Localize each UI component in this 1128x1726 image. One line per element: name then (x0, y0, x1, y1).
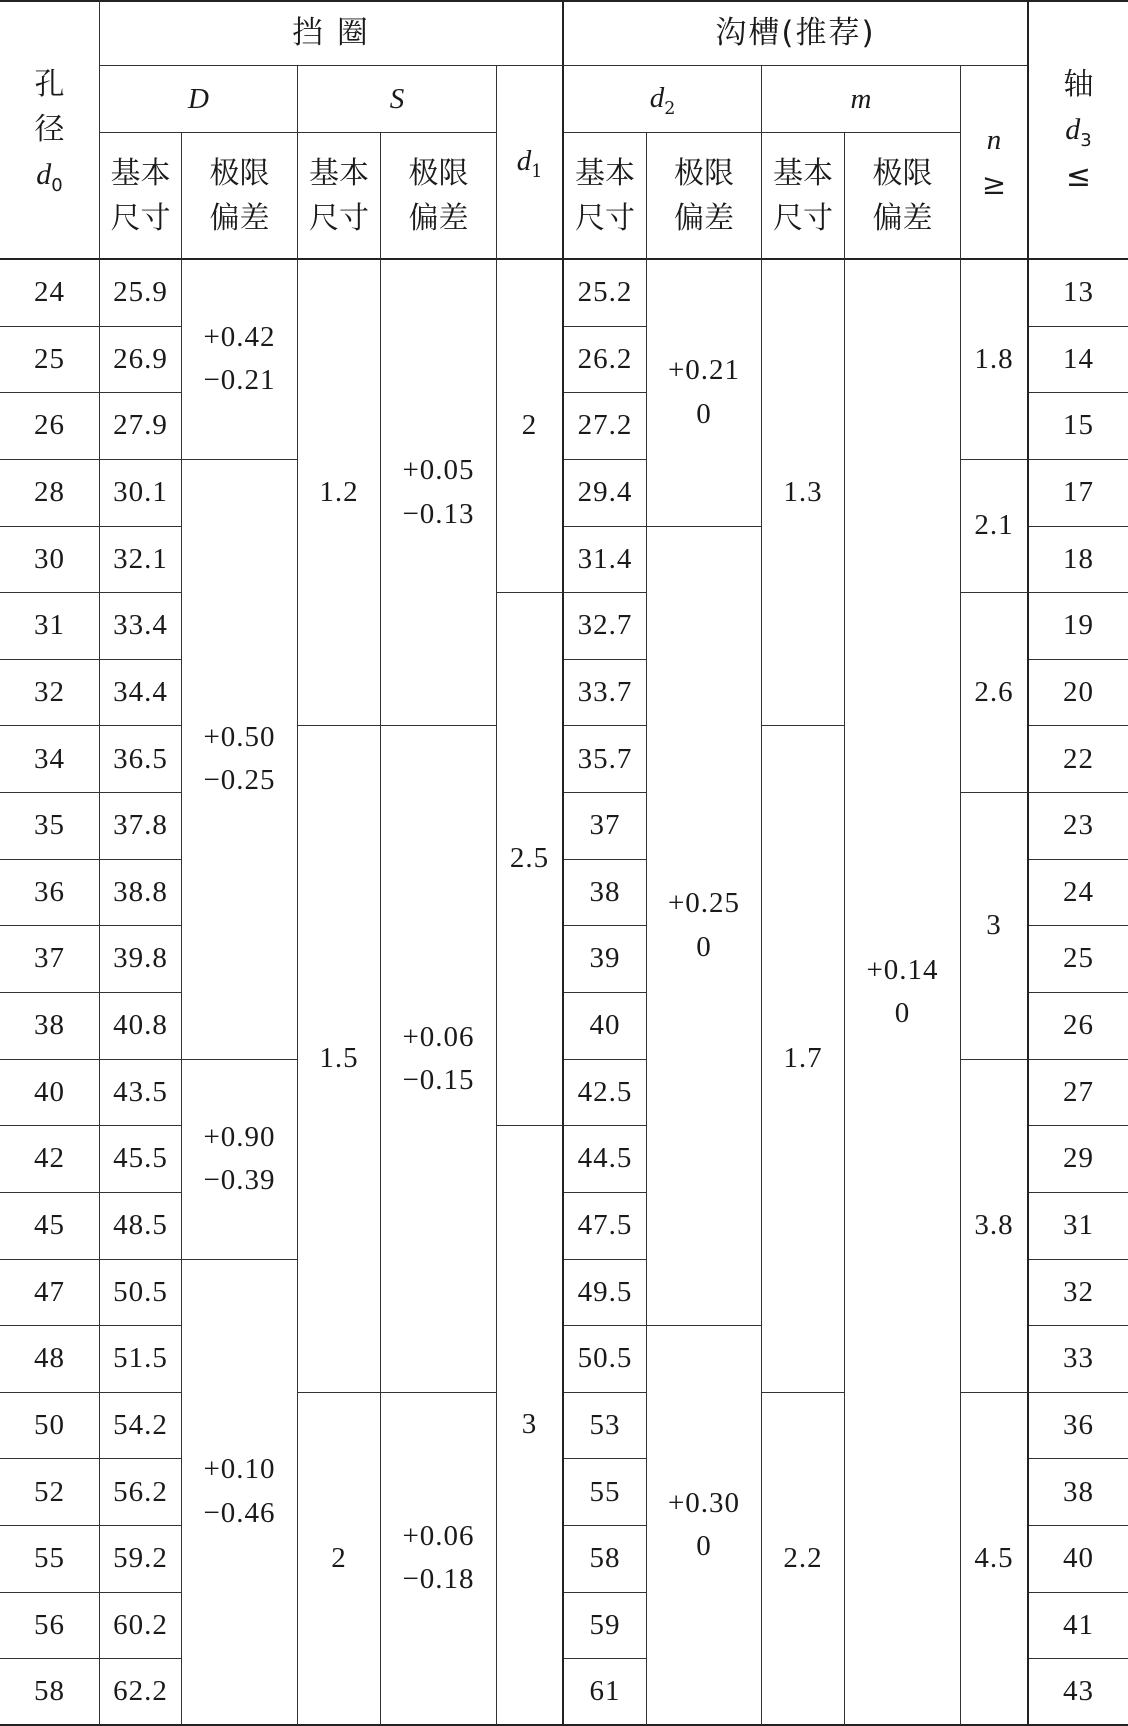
table-cell-S-deviation-text: +0.06 −0.18 (402, 1519, 475, 1596)
table-cell-d1-text: 2.5 (509, 842, 550, 875)
header-D-symbol (188, 77, 209, 122)
header-D (100, 66, 298, 133)
symbol-letter: d (649, 82, 665, 115)
table-cell-D-basic (100, 793, 182, 860)
table-cell-d1 (497, 593, 564, 1126)
table-cell-n (961, 1060, 1029, 1393)
header-d1 (497, 66, 564, 260)
table-cell-d3-text: 17 (1063, 475, 1094, 508)
table-cell-d0 (0, 1326, 100, 1393)
table-cell-D-basic-text: 50.5 (113, 1275, 168, 1308)
header-S-basic-text: 基本 尺寸 (309, 155, 369, 236)
symbol-letter: S (389, 82, 405, 115)
table-cell-n-text: 1.8 (974, 342, 1014, 375)
table-cell-d2-basic-text: 42.5 (577, 1075, 633, 1108)
table-cell-d0-text: 47 (34, 1275, 65, 1308)
table-cell-d3-text: 27 (1063, 1075, 1094, 1108)
header-hole-text: 孔 径 (34, 66, 65, 147)
header-hole-diameter (0, 0, 100, 260)
header-shaft-label (1064, 62, 1094, 199)
header-d2-deviation-text: 极限 偏差 (674, 155, 734, 236)
table-cell-d0-text: 55 (34, 1542, 65, 1575)
table-cell-D-basic-text: 60.2 (113, 1608, 168, 1641)
header-d2-basic (564, 133, 647, 260)
table-cell-d2-basic (564, 1526, 647, 1593)
header-d2-basic-text: 基本 尺寸 (575, 155, 635, 236)
table-cell-n (961, 793, 1029, 1060)
table-cell-d2-basic-text: 27.2 (577, 409, 633, 442)
table-cell-D-basic-text: 36.5 (113, 742, 168, 775)
table-cell-S-deviation (381, 1393, 497, 1726)
table-cell-d2-basic-text: 35.7 (577, 742, 633, 775)
table-cell-d2-basic (564, 593, 647, 660)
table-cell-D-basic (100, 260, 182, 327)
table-cell-d3 (1029, 726, 1128, 793)
table-cell-d3-text: 29 (1063, 1142, 1094, 1175)
table-cell-n-text: 3.8 (974, 1208, 1014, 1241)
table-cell-d2-basic (564, 1659, 647, 1726)
table-cell-D-deviation-text: +0.90 −0.39 (203, 1120, 276, 1197)
table-cell-d3-text: 20 (1063, 675, 1094, 708)
table-cell-D-basic-text: 30.1 (113, 475, 168, 508)
table-cell-d3 (1029, 1193, 1128, 1260)
table-cell-d0 (0, 593, 100, 660)
table-cell-d0 (0, 1060, 100, 1127)
table-cell-m-deviation (845, 260, 961, 1726)
symbol-subscript: 2 (664, 98, 676, 119)
table-cell-d2-basic (564, 527, 647, 594)
table-cell-d3-text: 14 (1063, 342, 1094, 375)
table-cell-S-deviation-text: +0.06 −0.15 (402, 1020, 475, 1097)
header-groove (564, 0, 1029, 66)
table-cell-d0 (0, 393, 100, 460)
table-cell-d3-text: 43 (1063, 1674, 1094, 1707)
table-cell-S-deviation (381, 260, 497, 726)
table-cell-d0 (0, 1659, 100, 1726)
table-cell-m-basic (762, 1393, 845, 1726)
table-cell-n-text: 2.6 (974, 675, 1014, 708)
table-cell-D-basic-text: 48.5 (113, 1208, 168, 1241)
table-cell-d2-basic-text: 32.7 (577, 609, 633, 642)
table-cell-d0 (0, 926, 100, 993)
table-cell-d3 (1029, 1126, 1128, 1193)
table-cell-d3-text: 33 (1063, 1342, 1094, 1375)
table-cell-d2-basic (564, 726, 647, 793)
table-cell-D-basic-text: 37.8 (113, 809, 168, 842)
symbol-subscript: 3 (1080, 129, 1092, 151)
table-cell-d0 (0, 860, 100, 927)
table-cell-d3 (1029, 527, 1128, 594)
table-cell-d2-basic-text: 40 (589, 1009, 621, 1042)
table-cell-n-text: 2.1 (974, 509, 1014, 542)
table-cell-d3-text: 31 (1063, 1208, 1094, 1241)
header-D-deviation (182, 133, 298, 260)
table-cell-D-deviation-text: +0.42 −0.21 (203, 320, 276, 397)
table-cell-d3 (1029, 460, 1128, 527)
table-cell-d0-text: 50 (34, 1408, 65, 1441)
table-cell-D-basic-text: 38.8 (113, 875, 168, 908)
symbol-letter: d (36, 157, 52, 191)
table-cell-d0 (0, 1393, 100, 1460)
table-cell-d3 (1029, 1326, 1128, 1393)
table-cell-d0 (0, 1459, 100, 1526)
table-cell-d2-basic-text: 29.4 (577, 475, 633, 508)
table-cell-d0 (0, 1193, 100, 1260)
header-D-deviation-text: 极限 偏差 (209, 155, 270, 236)
table-cell-d0-text: 26 (34, 409, 65, 442)
table-cell-d0 (0, 1526, 100, 1593)
table-cell-S-basic (298, 726, 381, 1392)
table-cell-d2-basic-text: 53 (589, 1408, 621, 1441)
header-S-symbol (390, 77, 405, 122)
table-cell-d3-text: 36 (1063, 1408, 1094, 1441)
table-cell-D-basic (100, 1126, 182, 1193)
table-cell-d2-basic-text: 61 (589, 1674, 621, 1707)
header-d2 (564, 66, 762, 133)
table-cell-d1 (497, 260, 564, 593)
header-hole-label (35, 62, 65, 199)
table-cell-D-basic-text: 25.9 (113, 276, 168, 309)
table-cell-D-basic (100, 527, 182, 594)
table-cell-d2-deviation (647, 1326, 762, 1726)
header-m-symbol (851, 77, 872, 122)
table-cell-d0-text: 30 (34, 542, 65, 575)
table-cell-d3 (1029, 793, 1128, 860)
table-cell-d3 (1029, 260, 1128, 327)
table-cell-d0 (0, 660, 100, 727)
header-d1-symbol (517, 139, 543, 185)
table-cell-D-basic-text: 56.2 (113, 1475, 168, 1508)
table-cell-d3 (1029, 327, 1128, 394)
header-m-basic-text: 基本 尺寸 (773, 155, 833, 236)
table-cell-d2-basic (564, 393, 647, 460)
table-cell-D-basic (100, 1060, 182, 1127)
symbol-letter: n (986, 124, 1002, 156)
table-cell-d0-text: 24 (34, 276, 65, 309)
table-cell-d2-basic-text: 25.2 (577, 276, 633, 309)
table-cell-d0 (0, 260, 100, 327)
table-cell-S-deviation-text: +0.05 −0.13 (402, 454, 475, 530)
table-cell-D-basic-text: 33.4 (113, 609, 168, 642)
table-cell-d3 (1029, 1459, 1128, 1526)
table-cell-d2-basic (564, 993, 647, 1060)
table-cell-d2-basic (564, 793, 647, 860)
header-d2-deviation (647, 133, 762, 260)
table-cell-d3-text: 38 (1063, 1475, 1094, 1508)
table-cell-d0-text: 52 (34, 1475, 65, 1508)
comparison-sign: ≤ (1065, 158, 1092, 194)
table-cell-D-basic-text: 51.5 (113, 1342, 168, 1375)
table-cell-d0 (0, 1593, 100, 1660)
comparison-sign: ≥ (981, 166, 1007, 201)
table-cell-D-basic (100, 860, 182, 927)
table-cell-D-basic (100, 660, 182, 727)
table-cell-d2-basic-text: 39 (589, 942, 621, 975)
table-cell-D-deviation (182, 1260, 298, 1726)
table-cell-d2-basic-text: 44.5 (577, 1142, 633, 1175)
table-cell-d0-text: 45 (34, 1208, 65, 1241)
header-groove-text: 沟槽(推荐) (715, 15, 876, 52)
table-cell-D-basic-text: 27.9 (113, 409, 168, 442)
table-cell-n (961, 260, 1029, 460)
header-m-deviation (845, 133, 961, 260)
header-S-basic (298, 133, 381, 260)
table-cell-d3 (1029, 393, 1128, 460)
table-cell-d2-basic-text: 38 (589, 875, 621, 908)
header-S-deviation (381, 133, 497, 260)
table-cell-D-basic-text: 26.9 (113, 342, 168, 375)
table-cell-D-deviation (182, 460, 298, 1060)
table-cell-n (961, 1393, 1029, 1726)
table-cell-d2-basic (564, 1593, 647, 1660)
table-cell-m-basic-text: 2.2 (783, 1541, 823, 1574)
table-cell-d2-basic (564, 926, 647, 993)
table-cell-d2-basic (564, 260, 647, 327)
table-cell-m-basic-text: 1.3 (783, 475, 823, 508)
table-cell-D-basic (100, 1393, 182, 1460)
table-cell-d2-basic-text: 49.5 (577, 1275, 633, 1308)
symbol-letter: d (1065, 112, 1081, 146)
header-m-basic (762, 133, 845, 260)
table-cell-d3-text: 25 (1063, 942, 1094, 975)
symbol-letter: d (516, 145, 532, 178)
table-cell-d0 (0, 993, 100, 1060)
table-cell-d0-text: 31 (34, 609, 65, 642)
table-cell-D-basic (100, 327, 182, 394)
header-S-deviation-text: 极限 偏差 (408, 155, 469, 236)
table-cell-d2-basic-text: 37 (589, 809, 621, 842)
header-retaining-ring-text: 挡 圈 (292, 15, 370, 52)
table-cell-m-basic (762, 726, 845, 1392)
table-cell-d3 (1029, 660, 1128, 727)
header-shaft-text: 轴 (1063, 66, 1094, 102)
table-cell-d0-text: 35 (34, 809, 65, 842)
table-cell-d0-text: 42 (34, 1142, 65, 1175)
table-cell-D-deviation (182, 1060, 298, 1260)
table-cell-d3 (1029, 1659, 1128, 1726)
table-cell-d0-text: 28 (34, 475, 65, 508)
table-cell-d2-basic (564, 327, 647, 394)
table-cell-D-basic (100, 726, 182, 793)
header-retaining-ring (100, 0, 564, 66)
table-cell-D-basic (100, 1193, 182, 1260)
table-cell-D-basic-text: 40.8 (113, 1009, 168, 1042)
table-cell-d3-text: 26 (1063, 1009, 1094, 1042)
table-cell-D-basic-text: 59.2 (113, 1542, 168, 1575)
table-cell-m-basic (762, 260, 845, 726)
table-cell-D-deviation (182, 260, 298, 460)
table-cell-d0-text: 38 (34, 1009, 65, 1042)
table-cell-d2-basic (564, 1393, 647, 1460)
table-cell-d2-basic-text: 50.5 (577, 1342, 633, 1375)
table-cell-d3-text: 22 (1063, 742, 1094, 775)
table-cell-D-basic (100, 926, 182, 993)
table-cell-D-deviation-text: +0.50 −0.25 (203, 720, 276, 797)
table-cell-d3-text: 15 (1063, 409, 1094, 442)
header-m (762, 66, 961, 133)
table-cell-d3-text: 24 (1063, 875, 1094, 908)
table-cell-S-basic (298, 1393, 381, 1726)
table-cell-d1 (497, 1126, 564, 1726)
table-cell-d2-deviation-text: +0.25 0 (667, 887, 741, 963)
header-S (298, 66, 497, 133)
table-cell-D-basic-text: 39.8 (113, 942, 168, 975)
table-cell-d3 (1029, 1393, 1128, 1460)
table-cell-d0 (0, 1260, 100, 1327)
table-cell-d1-text: 2 (521, 409, 538, 442)
table-cell-d2-basic (564, 460, 647, 527)
table-cell-d2-basic (564, 660, 647, 727)
table-cell-d0-text: 25 (34, 342, 65, 375)
table-cell-n (961, 460, 1029, 593)
table-cell-d2-basic-text: 58 (589, 1542, 621, 1575)
table-cell-S-deviation (381, 726, 497, 1392)
table-cell-d3 (1029, 593, 1128, 660)
table-cell-d3-text: 23 (1063, 809, 1094, 842)
header-shaft (1029, 0, 1128, 260)
table-cell-D-basic (100, 593, 182, 660)
table-cell-n-text: 3 (986, 909, 1002, 942)
table-cell-d2-basic (564, 860, 647, 927)
table-cell-D-basic (100, 460, 182, 527)
table-cell-d0-text: 58 (34, 1674, 65, 1707)
table-cell-D-basic-text: 54.2 (113, 1408, 168, 1441)
symbol-letter: D (188, 82, 209, 115)
table-cell-d0 (0, 327, 100, 394)
table-cell-d2-basic-text: 55 (589, 1475, 621, 1508)
table-cell-D-basic (100, 1459, 182, 1526)
table-cell-d0-text: 34 (34, 742, 65, 775)
table-cell-D-basic (100, 1593, 182, 1660)
table-cell-d2-deviation-text: +0.21 0 (667, 354, 741, 430)
table-cell-d2-basic (564, 1459, 647, 1526)
table-cell-D-basic (100, 993, 182, 1060)
table-cell-D-basic-text: 34.4 (113, 675, 168, 708)
table-cell-d2-basic (564, 1260, 647, 1327)
symbol-subscript: 1 (531, 161, 543, 182)
header-d2-symbol (650, 76, 676, 122)
table-cell-S-basic-text: 1.5 (319, 1042, 359, 1075)
table-cell-d2-basic (564, 1193, 647, 1260)
table-cell-d2-basic (564, 1060, 647, 1127)
table-cell-D-basic (100, 1326, 182, 1393)
header-D-basic-text: 基本 尺寸 (110, 155, 171, 236)
table-cell-d2-basic-text: 47.5 (577, 1208, 633, 1241)
table-cell-d0 (0, 460, 100, 527)
table-cell-d2-deviation (647, 527, 762, 1327)
table-cell-d3-text: 41 (1063, 1608, 1094, 1641)
table-cell-d0-text: 56 (34, 1608, 65, 1641)
table-cell-D-basic (100, 1659, 182, 1726)
table-cell-D-basic (100, 393, 182, 460)
table-cell-d3-text: 40 (1063, 1542, 1094, 1575)
table-cell-d2-basic-text: 59 (589, 1608, 621, 1641)
table-cell-d3 (1029, 860, 1128, 927)
header-n (961, 66, 1029, 260)
table-cell-D-basic-text: 32.1 (113, 542, 168, 575)
table-cell-d3 (1029, 926, 1128, 993)
table-cell-d0 (0, 527, 100, 594)
table-cell-d0 (0, 1126, 100, 1193)
table-cell-d3 (1029, 1526, 1128, 1593)
table-cell-d0-text: 40 (34, 1075, 65, 1108)
table-cell-D-basic (100, 1260, 182, 1327)
table-cell-d2-basic-text: 33.7 (577, 675, 633, 708)
symbol-subscript: 0 (51, 174, 63, 196)
table-cell-D-basic-text: 62.2 (113, 1674, 168, 1707)
table-cell-d0 (0, 726, 100, 793)
header-n-symbol (982, 118, 1006, 206)
table-cell-d2-basic-text: 26.2 (577, 342, 633, 375)
header-D-basic (100, 133, 182, 260)
table-cell-m-deviation-text: +0.14 0 (866, 953, 939, 1029)
table-cell-d3 (1029, 1260, 1128, 1327)
table-cell-d0 (0, 793, 100, 860)
table-cell-d0-text: 48 (34, 1342, 65, 1375)
table-cell-d0-text: 32 (34, 675, 65, 708)
table-cell-d2-deviation (647, 260, 762, 527)
table-cell-d1-text: 3 (521, 1408, 538, 1441)
table-cell-d3-text: 19 (1063, 609, 1094, 642)
table-cell-m-basic-text: 1.7 (783, 1042, 823, 1075)
table-cell-S-basic-text: 2 (331, 1541, 347, 1574)
table-cell-d2-basic (564, 1326, 647, 1393)
table-cell-d3-text: 32 (1063, 1275, 1094, 1308)
table-cell-d0-text: 37 (34, 942, 65, 975)
table-cell-d3-text: 18 (1063, 542, 1094, 575)
table-cell-d2-deviation-text: +0.30 0 (667, 1486, 741, 1563)
table-cell-D-basic-text: 43.5 (113, 1075, 168, 1108)
table-cell-d3 (1029, 1593, 1128, 1660)
table-cell-D-basic (100, 1526, 182, 1593)
table-cell-S-basic (298, 260, 381, 726)
table-cell-D-basic-text: 45.5 (113, 1142, 168, 1175)
table-cell-d2-basic (564, 1126, 647, 1193)
table-cell-d0-text: 36 (34, 875, 65, 908)
table-cell-d3-text: 13 (1063, 276, 1094, 309)
table-cell-d3 (1029, 1060, 1128, 1127)
header-m-deviation-text: 极限 偏差 (872, 155, 933, 236)
table-cell-n (961, 593, 1029, 793)
table-cell-d3 (1029, 993, 1128, 1060)
table-cell-S-basic-text: 1.2 (319, 475, 359, 508)
table-cell-D-deviation-text: +0.10 −0.46 (203, 1453, 276, 1529)
table-cell-d2-basic-text: 31.4 (577, 542, 633, 575)
symbol-letter: m (850, 82, 872, 115)
table-cell-n-text: 4.5 (974, 1541, 1014, 1574)
